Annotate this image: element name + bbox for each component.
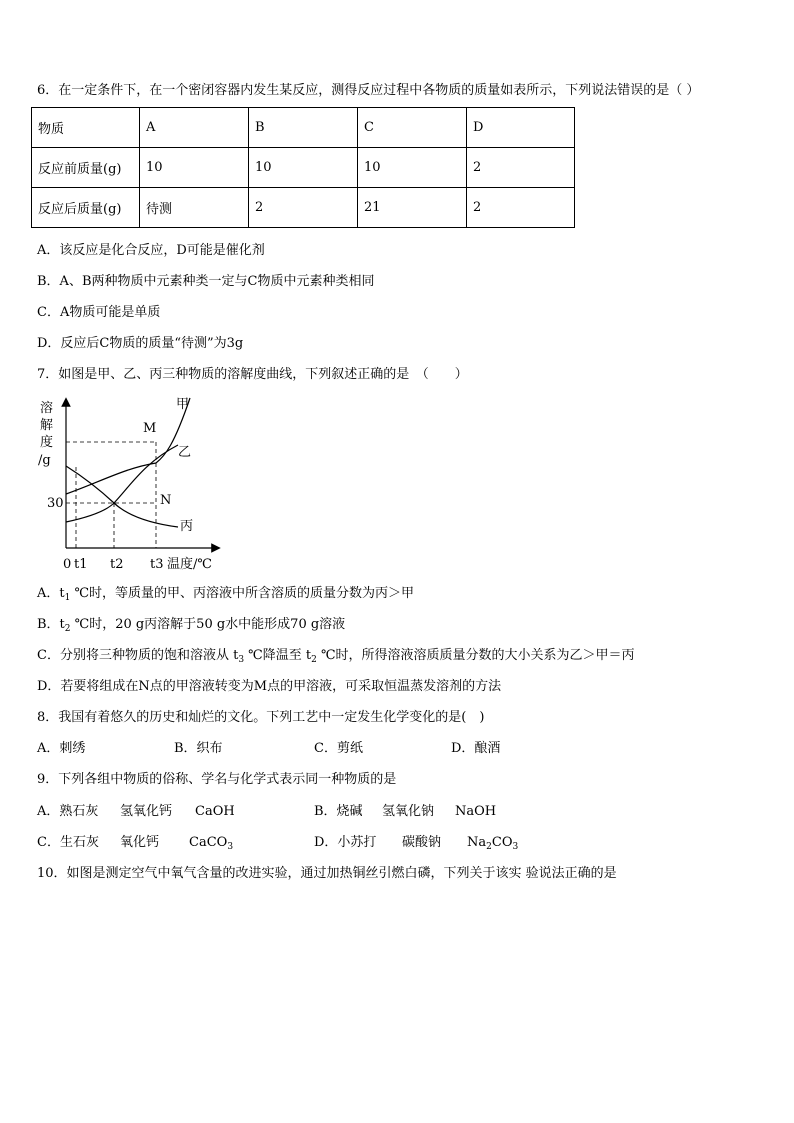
q7-option-b: B．$t_2$ ℃时，20 g丙溶解于50 g水中能形成70 g溶液 (37, 617, 346, 634)
q8-option-b: B．织布 (174, 741, 223, 756)
q9-option-d-name: 碳酸钠 (402, 835, 442, 850)
x-tick-t2: t2 (110, 557, 124, 572)
table-cell: A (140, 108, 249, 148)
table-cell: 物质 (32, 108, 140, 148)
x-tick-0: 0 (63, 557, 72, 572)
table-cell: 10 (140, 148, 249, 188)
table-cell: 10 (358, 148, 467, 188)
q6-option-b: B．A、B两种物质中元素种类一定与C物质中元素种类相同 (37, 274, 375, 289)
guide-lines (66, 442, 156, 548)
curve-bing (66, 445, 178, 522)
q8-option-d: D．酿酒 (451, 741, 501, 756)
x-tick-t3: t3 (150, 557, 164, 572)
table-cell: 10 (249, 148, 358, 188)
point-label-m: M (143, 421, 157, 436)
q6-stem: 6．在一定条件下，在一个密闭容器内发生某反应，测得反应过程中各物质的质量如表所示，下列说法错误的是（ ） (37, 83, 700, 98)
point-label-n: N (160, 493, 172, 508)
table-cell: 21 (358, 188, 467, 228)
y-axis-label: 解 (40, 418, 54, 433)
y-axis-label: /g (38, 453, 51, 468)
y-axis-label: 度 (40, 435, 54, 450)
q9-option-b-name: 氢氧化钠 (382, 804, 435, 819)
q9-option-b-formula: NaOH (455, 804, 497, 819)
q9-option-d-common: D．小苏打 (314, 835, 377, 850)
table-cell: 2 (467, 188, 575, 228)
q9-option-c-name: 氧化钙 (120, 835, 160, 850)
q8-stem: 8．我国有着悠久的历史和灿烂的文化。下列工艺中一定发生化学变化的是( ) (37, 710, 485, 725)
q9-option-d-formula: $Na_2CO_3$ (467, 835, 519, 852)
table-cell: 2 (467, 148, 575, 188)
curve-label-yi: 乙 (178, 445, 192, 460)
table-cell: 待测 (140, 188, 249, 228)
q6-option-d: D．反应后C物质的质量“待测”为3g (37, 336, 244, 351)
q7-option-c: C．分别将三种物质的饱和溶液从 $t_3$ ℃降温至 $t_2$ ℃时，所得溶液溶质质量分数的大小关系为乙＞甲＝丙 (37, 648, 635, 665)
y-axis-label: 溶 (40, 401, 54, 416)
table-cell: B (249, 108, 358, 148)
x-tick-t1: t1 (74, 557, 88, 572)
q8-option-c: C．剪纸 (314, 741, 363, 756)
q9-option-c-formula: CaCO$_3$ (189, 835, 234, 852)
q7-stem: 7．如图是甲、乙、丙三种物质的溶解度曲线，下列叙述正确的是 （ ） (37, 367, 468, 382)
q9-stem: 9．下列各组中物质的俗称、学名与化学式表示同一种物质的是 (37, 772, 397, 787)
q6-option-a: A．该反应是化合反应，D可能是催化剂 (37, 243, 265, 258)
table-cell: C (358, 108, 467, 148)
q7-option-d: D．若要将组成在N点的甲溶液转变为M点的甲溶液，可采取恒温蒸发溶剂的方法 (37, 679, 502, 694)
table-cell: D (467, 108, 575, 148)
table-cell: 反应后质量(g) (32, 188, 140, 228)
table-row (32, 188, 575, 228)
q6-mass-table (31, 107, 575, 228)
solubility-curve-graph (30, 390, 230, 575)
y-tick-30: 30 (47, 496, 64, 511)
table-row (32, 148, 575, 188)
q9-option-a-name: 氢氧化钙 (120, 804, 173, 819)
q6-option-c: C．A物质可能是单质 (37, 305, 161, 320)
q9-option-a-formula: CaOH (195, 804, 235, 819)
table-cell: 2 (249, 188, 358, 228)
q10-stem: 10．如图是测定空气中氧气含量的改进实验，通过加热铜丝引燃白磷，下列关于该实 验说法正确的是 (37, 866, 617, 881)
q9-option-c-common: C．生石灰 (37, 835, 99, 850)
curve-label-bing: 丙 (180, 519, 194, 534)
q7-option-a: A．$t_1$ ℃时，等质量的甲、丙溶液中所含溶质的质量分数为丙＞甲 (37, 586, 415, 603)
q9-option-a-common: A．熟石灰 (37, 804, 99, 819)
q8-option-a: A．刺绣 (37, 741, 86, 756)
table-cell: 反应前质量(g) (32, 148, 140, 188)
curve-jia (66, 398, 190, 494)
curve-label-jia: 甲 (176, 397, 190, 412)
q9-option-b-common: B．烧碱 (314, 804, 363, 819)
x-axis-label: 温度/℃ (167, 557, 212, 572)
table-header-row (32, 108, 575, 148)
